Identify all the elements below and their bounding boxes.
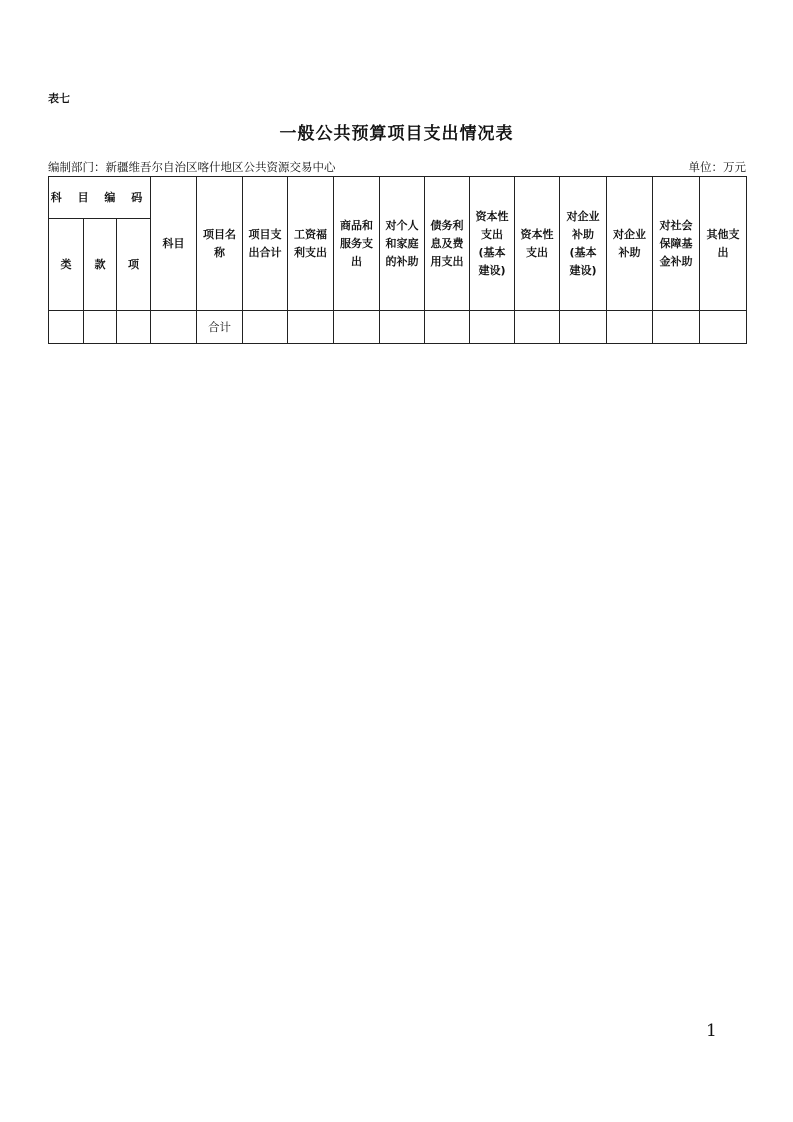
subject-code-header-text: 科 目 编 码 [50, 190, 149, 204]
column-header: 商品和服务支出 [334, 177, 380, 311]
code-sub-header: 款 [84, 219, 117, 311]
table-cell [653, 311, 700, 344]
table-cell [700, 311, 747, 344]
document-title: 一般公共预算项目支出情况表 [279, 124, 514, 144]
table-cell [515, 311, 560, 344]
table-cell [470, 311, 515, 344]
column-header: 对企业补助(基本建设) [560, 177, 607, 311]
column-header: 债务利息及费用支出 [425, 177, 470, 311]
table-cell [288, 311, 334, 344]
column-header: 其他支出 [700, 177, 747, 311]
column-header: 对企业补助 [607, 177, 653, 311]
column-header: 资本性支出 [515, 177, 560, 311]
column-header: 项目支出合计 [243, 177, 288, 311]
subject-code-header [49, 177, 151, 219]
column-header: 对个人和家庭的补助 [380, 177, 425, 311]
department-label: 编制部门：新疆维吾尔自治区喀什地区公共资源交易中心 [48, 160, 336, 174]
code-sub-header: 项 [117, 219, 151, 311]
total-row [49, 311, 747, 344]
table-cell [117, 311, 151, 344]
table-cell [334, 311, 380, 344]
subject-header: 科目 [151, 177, 197, 311]
budget-table [48, 176, 747, 344]
table-cell [560, 311, 607, 344]
table-number: 表七 [48, 92, 70, 105]
total-label: 合计 [197, 311, 243, 344]
table-cell [607, 311, 653, 344]
table-cell [425, 311, 470, 344]
table-cell [49, 311, 84, 344]
table-cell [84, 311, 117, 344]
column-header: 资本性支出(基本建设) [470, 177, 515, 311]
project-name-header: 项目名称 [197, 177, 243, 311]
unit-label: 单位：万元 [688, 160, 746, 174]
table-cell [380, 311, 425, 344]
table-cell [243, 311, 288, 344]
code-sub-header: 类 [49, 219, 84, 311]
page-number: 1 [706, 1021, 717, 1041]
table-cell [151, 311, 197, 344]
column-header: 工资福利支出 [288, 177, 334, 311]
column-header: 对社会保障基金补助 [653, 177, 700, 311]
